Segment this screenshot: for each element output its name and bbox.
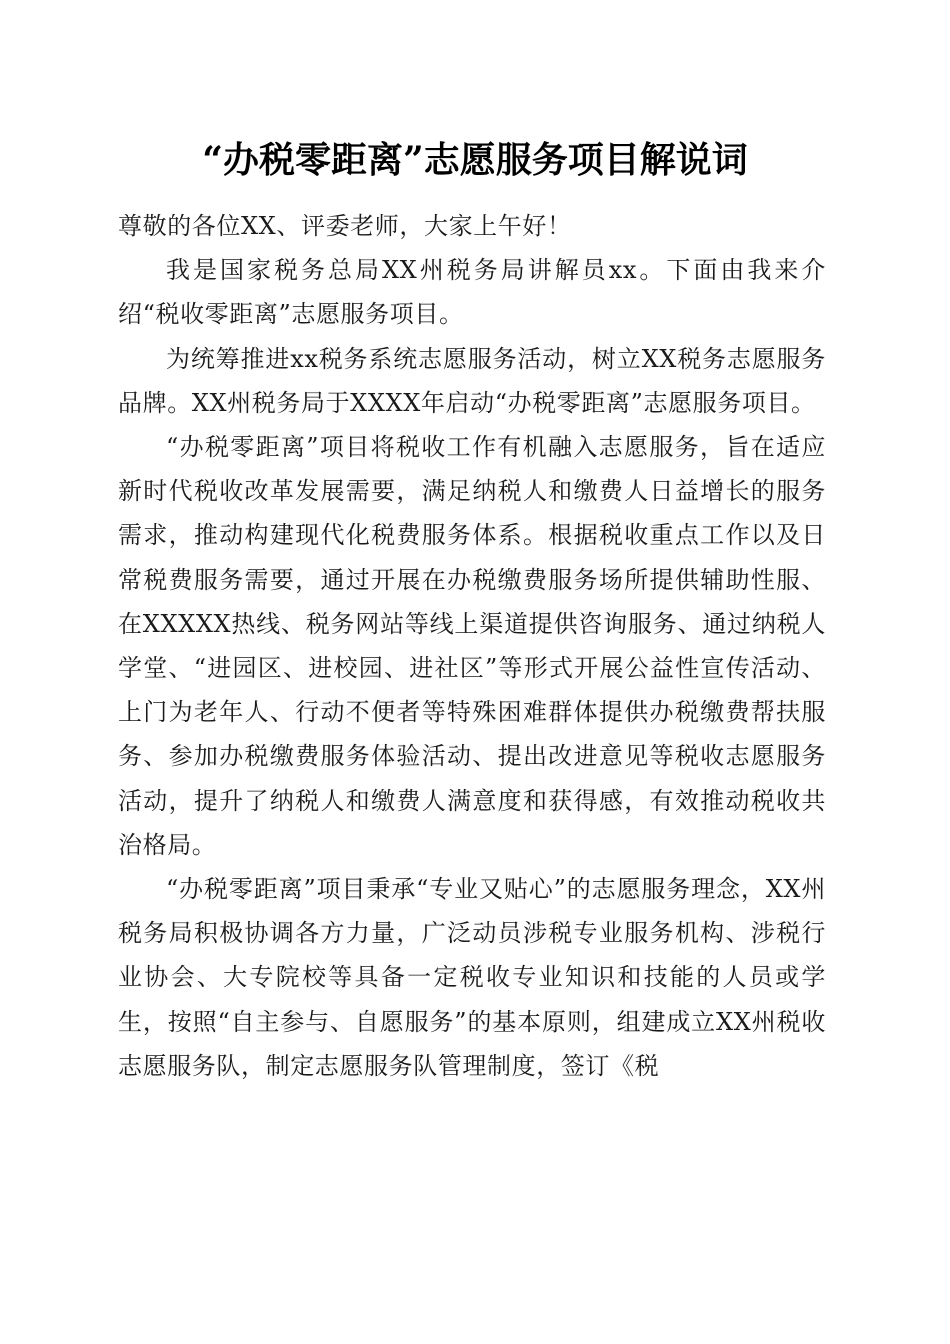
paragraph-background: 为统筹推进xx税务系统志愿服务活动，树立XX税务志愿服务品牌。XX州税务局于XXXX年启动“办税零距离”志愿服务项目。: [118, 344, 826, 417]
paragraph-project-description: “办税零距离”项目将税收工作有机融入志愿服务，旨在适应新时代税收改革发展需要，满足纳税人和缴费人日益增长的服务需求，推动构建现代化税费服务体系。根据税收重点工作以及日常税费服务需要，通过开展在办税缴费服务场所提供辅助性服、在XXXXX热线、税务网站等线上渠道提供咨询服务、通过纳税人学堂、“进园区、进校园、进社区”等形式开展公益性宣传活动、上门为老年人、行动不便者等特殊困难群体提供办税缴费帮扶服务、参加办税缴费服务体验活动、提出改进意见等税收志愿服务活动，提升了纳税人和缴费人满意度和获得感，有效推动税收共治格局。: [118, 433, 826, 859]
paragraph-project-philosophy: “办税零距离”项目秉承“专业又贴心”的志愿服务理念，XX州税务局积极协调各方力量，广泛动员涉税专业服务机构、涉税行业协会、大专院校等具备一定税收专业知识和技能的人员或学生，按照“自主参与、自愿服务”的基本原则，组建成立XX州税收志愿服务队，制定志愿服务队管理制度，签订《税: [118, 875, 826, 1080]
salutation: 尊敬的各位XX、评委老师，大家上午好！: [118, 212, 572, 240]
document-body: [118, 204, 826, 1088]
paragraph-intro: 我是国家税务总局XX州税务局讲解员xx。下面由我来介绍“税收零距离”志愿服务项目。: [118, 256, 826, 329]
document-title: “办税零距离”志愿服务项目解说词: [202, 139, 748, 181]
